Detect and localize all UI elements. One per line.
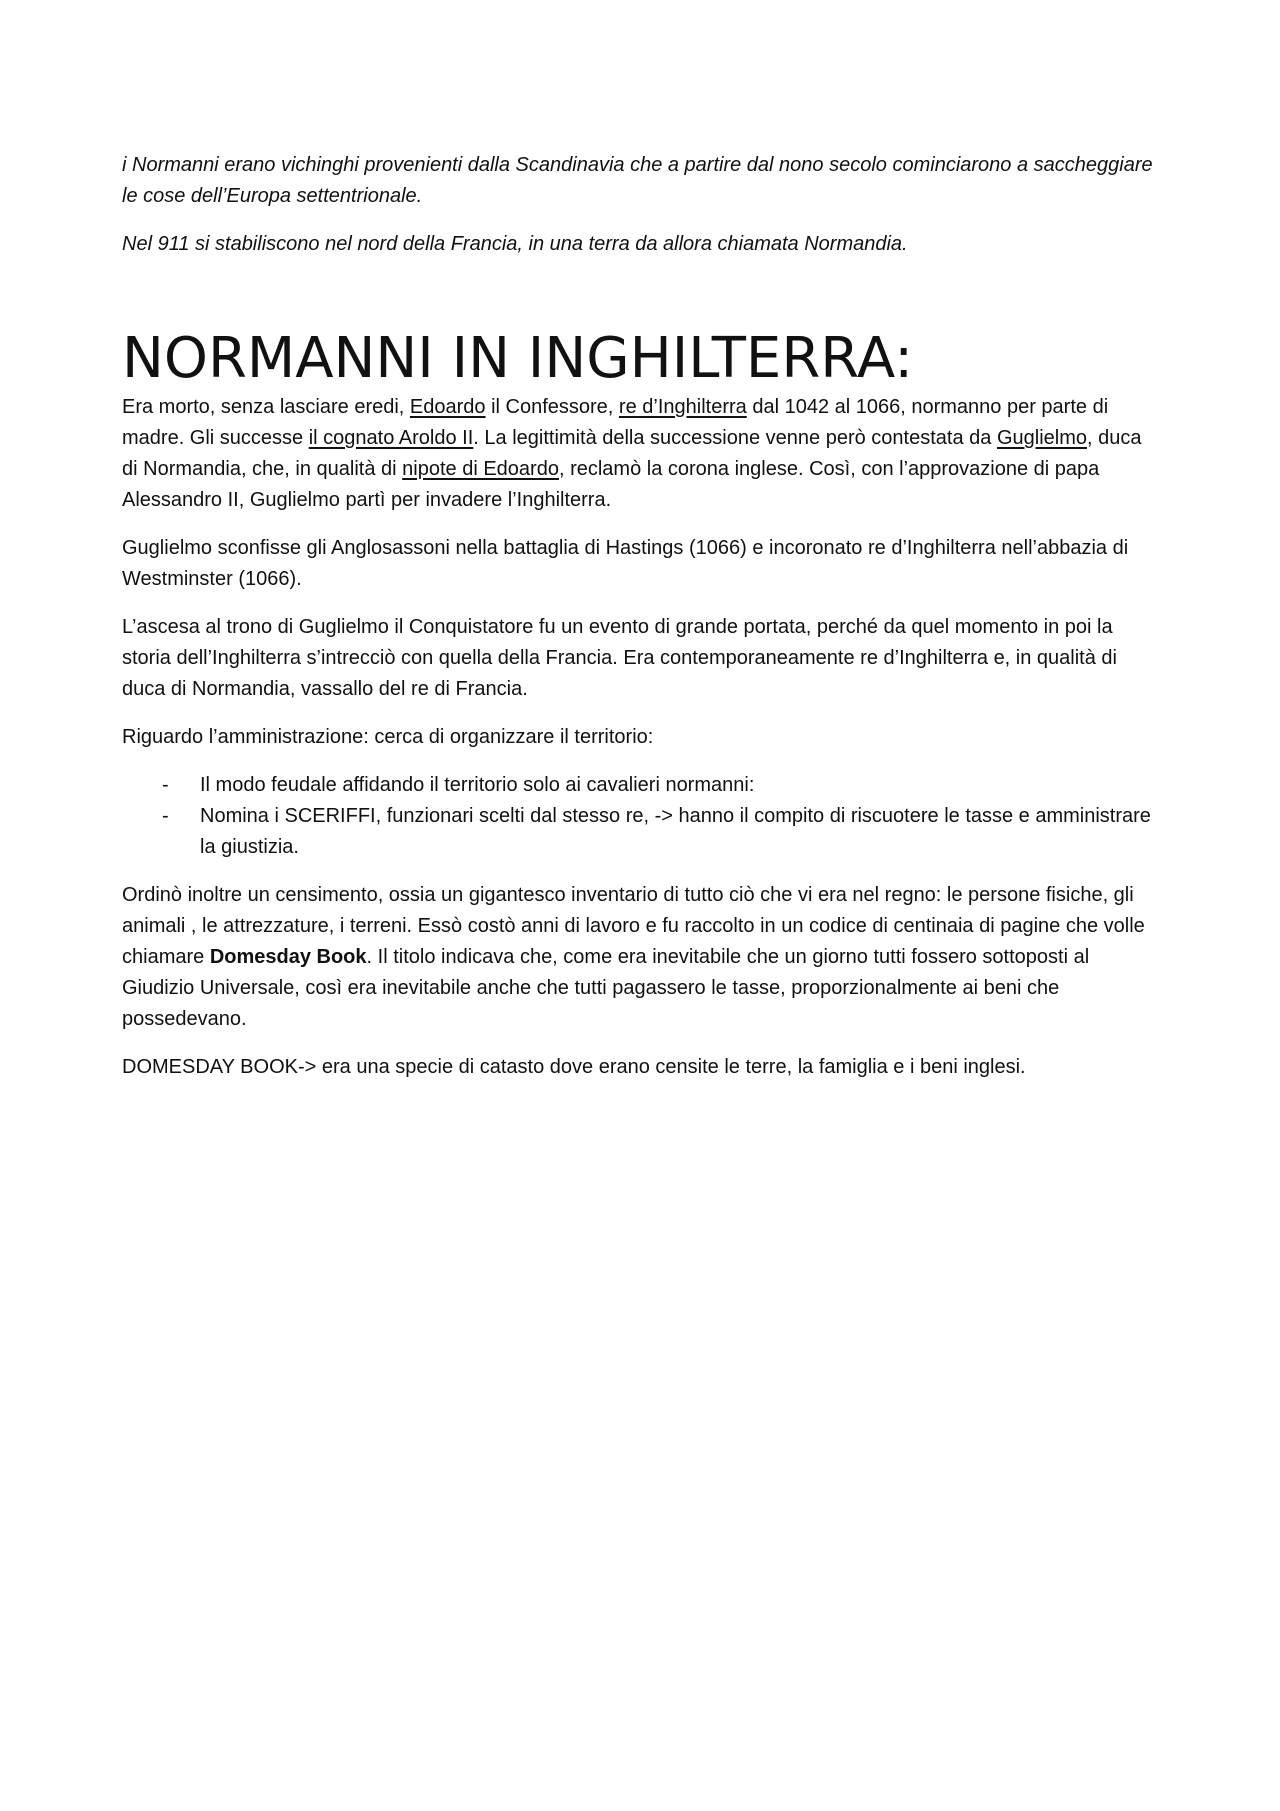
intro-section: [122, 150, 1162, 260]
underlined-edoardo: Edoardo: [409, 396, 486, 418]
underlined-re-inghilterra: re d’Inghilterra: [618, 396, 747, 418]
section-heading: NORMANNI IN INGHILTERRA:: [122, 326, 914, 391]
underlined-guglielmo: Guglielmo: [996, 427, 1087, 449]
list-item: [122, 770, 1162, 801]
text-run: dal 1042 al 1066, normanno per parte di madre. Gli successe: [122, 396, 1109, 449]
intro-paragraph-911: Nel 911 si stabiliscono nel nord della Francia, in una terra da allora chiamata Normandia.: [122, 233, 908, 255]
text-run: Era morto, senza lasciare eredi,: [122, 396, 410, 418]
paragraph-succession: [122, 392, 1162, 516]
list-item: [122, 801, 1162, 863]
text-run: . Il titolo indicava che, come era inevitabile che un giorno tutti fossero sottoposti al Giudizio Universale, così era inevitabile anche che tutti pagassero le tasse, proporzionalmente ai beni che possedevano.: [122, 946, 1090, 1030]
paragraph-censimento: [122, 880, 1162, 1035]
intro-paragraph-vikings: i Normanni erano vichinghi provenienti dalla Scandinavia che a partire dal nono secolo cominciarono a saccheggiare le cose dell’Europa settentrionale.: [122, 154, 1153, 207]
list-item-text: Nomina i SCERIFFI, funzionari scelti dal stesso re, -> hanno il compito di riscuotere le tasse e amministrare la giustizia.: [200, 805, 1151, 858]
paragraph-domesday-definition: DOMESDAY BOOK-> era una specie di catasto dove erano censite le terre, la famiglia e i beni inglesi.: [122, 1056, 1026, 1078]
paragraph-conquistatore: L’ascesa al trono di Guglielmo il Conquistatore fu un evento di grande portata, perché da quel momento in poi la storia dell’Inghilterra s’intrecciò con quella della Francia. Era contemporaneamente re d’Inghilterra e, in qualità di duca di Normandia, vassallo del re di Francia.: [122, 616, 1117, 700]
underlined-aroldo: il cognato Aroldo II: [308, 427, 474, 449]
paragraph-hastings: Guglielmo sconfisse gli Anglosassoni nella battaglia di Hastings (1066) e incoronato re d’Inghilterra nell’abbazia di Westminster (1066).: [122, 537, 1129, 590]
paragraph-amministrazione: Riguardo l’amministrazione: cerca di organizzare il territorio:: [122, 726, 654, 748]
text-run: , reclamò la corona inglese. Così, con l’approvazione di papa Alessandro II, Guglielmo partì per invadere l’Inghilterra.: [122, 458, 1100, 511]
text-run: , duca di Normandia, che, in qualità di: [122, 427, 1142, 480]
text-run: il Confessore,: [485, 396, 619, 418]
bold-domesday-book: Domesday Book: [209, 946, 367, 968]
text-run: Ordinò inoltre un censimento, ossia un gigantesco inventario di tutto ciò che vi era nel regno: le persone fisiche, gli animali , le attrezzature, i terreni. Essò costò anni di lavoro e fu raccolto in un codice di centinaia di pagine che volle chiamare: [122, 884, 1145, 968]
document-page: [122, 150, 1162, 1100]
list-item-text: Il modo feudale affidando il territorio solo ai cavalieri normanni:: [200, 774, 755, 796]
administration-list: [122, 770, 1162, 863]
list-bullet: -: [162, 805, 169, 827]
body-section: [122, 392, 1162, 1083]
text-run: . La legittimità della successione venne però contestata da: [473, 427, 997, 449]
underlined-nipote-edoardo: nipote di Edoardo: [402, 458, 559, 480]
list-bullet: -: [162, 774, 169, 796]
